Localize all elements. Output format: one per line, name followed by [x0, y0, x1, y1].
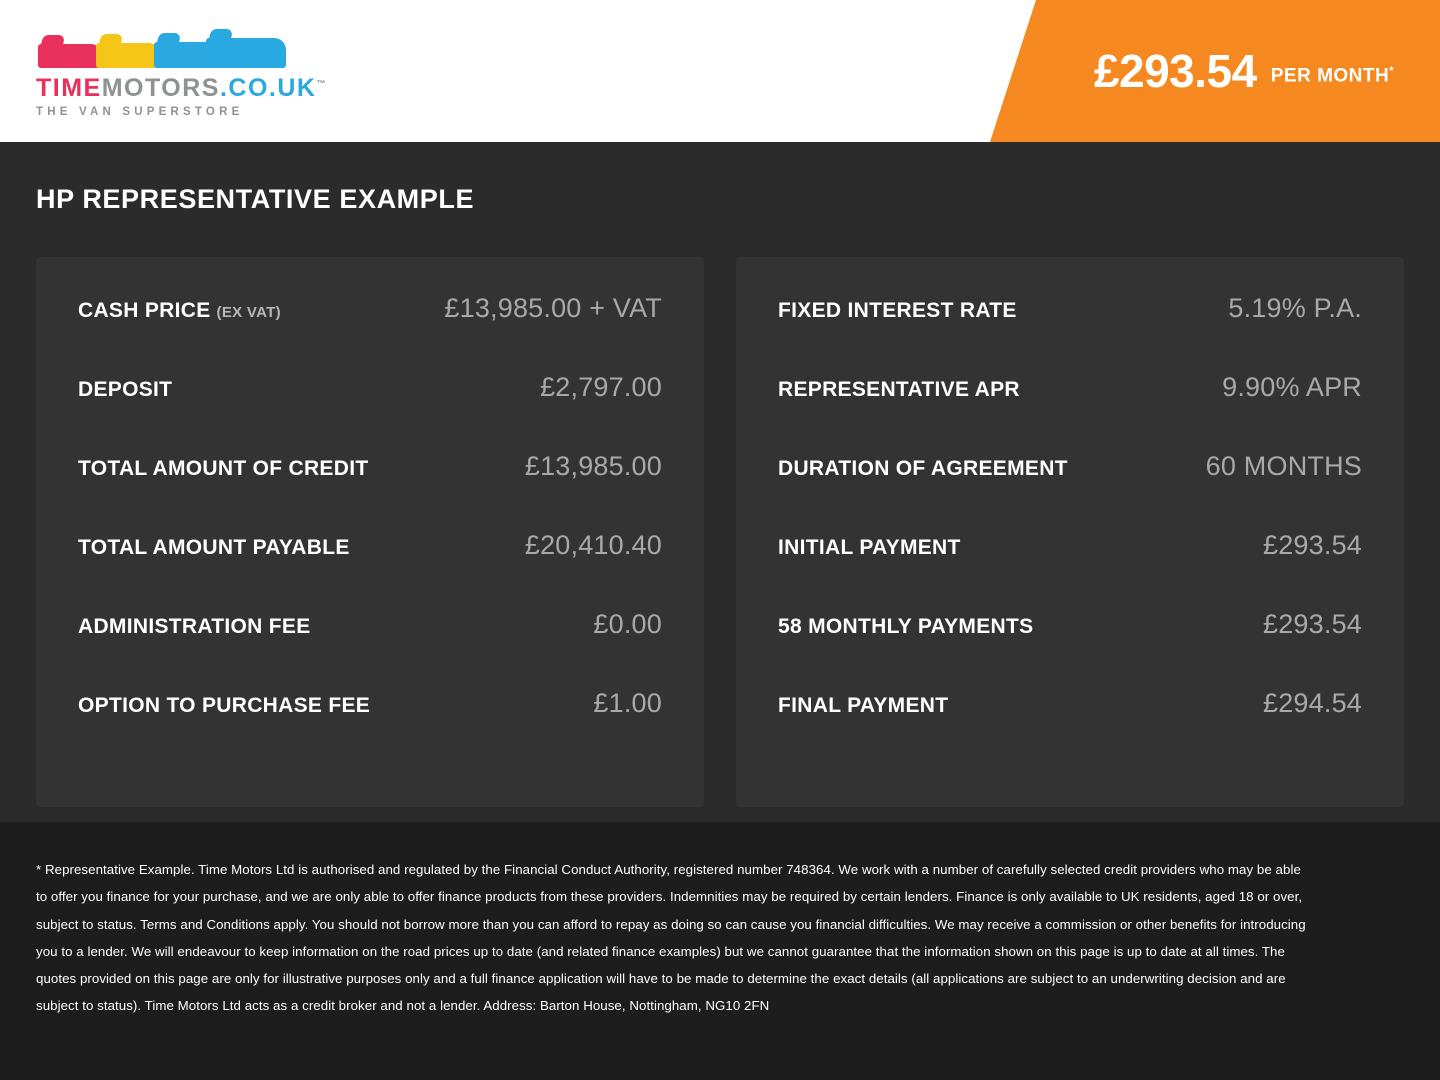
van-illustration-icon	[38, 22, 336, 68]
finance-panel-left	[36, 257, 704, 807]
row-label: FINAL PAYMENT	[778, 694, 949, 717]
monthly-price-amount: £293.54	[1093, 45, 1257, 97]
row-value: £13,985.00	[524, 451, 662, 481]
logo-word-motors: MOTORS	[101, 74, 220, 102]
logo-tagline: THE VAN SUPERSTORE	[36, 106, 244, 118]
row-label: FIXED INTEREST RATE	[778, 299, 1017, 322]
row-label-text: CASH PRICE	[78, 299, 211, 322]
van-blue-large-icon	[206, 38, 286, 68]
table-row	[78, 372, 662, 451]
monthly-price-block	[990, 0, 1440, 142]
row-value: £293.54	[1263, 530, 1362, 560]
logo-wordmark	[36, 76, 336, 101]
finance-panels	[36, 257, 1404, 807]
van-red-icon	[38, 44, 100, 68]
main-content	[0, 142, 1440, 822]
row-value: £2,797.00	[540, 372, 662, 402]
row-label: REPRESENTATIVE APR	[778, 378, 1020, 401]
van-yellow-icon	[96, 43, 158, 68]
row-label: TOTAL AMOUNT PAYABLE	[78, 536, 350, 559]
row-label	[78, 299, 281, 323]
logo-trademark: ™	[316, 78, 327, 89]
per-month-asterisk: *	[1389, 64, 1394, 77]
table-row	[778, 530, 1362, 609]
table-row	[78, 609, 662, 688]
table-row	[778, 688, 1362, 767]
row-label: DEPOSIT	[78, 378, 173, 401]
row-label: OPTION TO PURCHASE FEE	[78, 694, 371, 717]
row-label: ADMINISTRATION FEE	[78, 615, 311, 638]
row-value: £0.00	[593, 609, 662, 639]
row-value: £294.54	[1263, 688, 1362, 718]
finance-panel-right	[736, 257, 1404, 807]
row-value: £1.00	[593, 688, 662, 718]
row-value: 9.90% APR	[1222, 372, 1362, 402]
table-row	[78, 688, 662, 767]
page-footer	[0, 822, 1440, 1080]
page-header	[0, 0, 1440, 142]
row-value: £13,985.00 + VAT	[444, 293, 662, 323]
table-row	[778, 372, 1362, 451]
row-sub-label: (EX VAT)	[216, 304, 281, 321]
row-label: INITIAL PAYMENT	[778, 536, 961, 559]
table-row	[778, 451, 1362, 530]
row-value: 5.19% P.A.	[1228, 293, 1362, 323]
table-row	[778, 609, 1362, 688]
logo-word-domain: .CO.UK	[219, 74, 317, 102]
page-title: HP REPRESENTATIVE EXAMPLE	[36, 184, 475, 214]
logo-word-time: TIME	[36, 74, 102, 102]
monthly-price-label	[1271, 55, 1394, 87]
row-value: £293.54	[1263, 609, 1362, 639]
table-row	[78, 530, 662, 609]
row-value: 60 MONTHS	[1205, 451, 1362, 481]
table-row	[78, 451, 662, 530]
table-row	[778, 293, 1362, 372]
row-label: TOTAL AMOUNT OF CREDIT	[78, 457, 369, 480]
site-logo[interactable]	[36, 22, 336, 118]
row-value: £20,410.40	[524, 530, 662, 560]
row-label: 58 MONTHLY PAYMENTS	[778, 615, 1034, 638]
disclaimer-text: * Representative Example. Time Motors Ltd is authorised and regulated by the Financial Conduct Authority, registered number 748364. We work with a number of carefully selected credit providers who may be able to offer you finance for your purchase, and we are only able to offer finance products from these providers. Indemnities may be required by certain lenders. Finance is only available to UK residents, aged 18 or over, subject to status. Terms and Conditions apply. You should not borrow more than you can afford to repay as doing so can cause you financial difficulties. We may receive a commission or other benefits for introducing you to a lender. We will endeavour to keep information on the road prices up to date (and related finance examples) but we cannot guarantee that the information shown on this page is up to date at all times. The quotes provided on this page are only for illustrative purposes only and a full finance application will have to be made to determine the exact details (all applications are subject to an underwriting decision and are subject to status). Time Motors Ltd acts as a credit broker and not a lender. Address: Barton House, Nottingham, NG10 2FN	[36, 862, 1306, 1014]
table-row	[78, 293, 662, 372]
row-label: DURATION OF AGREEMENT	[778, 457, 1068, 480]
per-month-text: PER MONTH	[1270, 65, 1390, 87]
